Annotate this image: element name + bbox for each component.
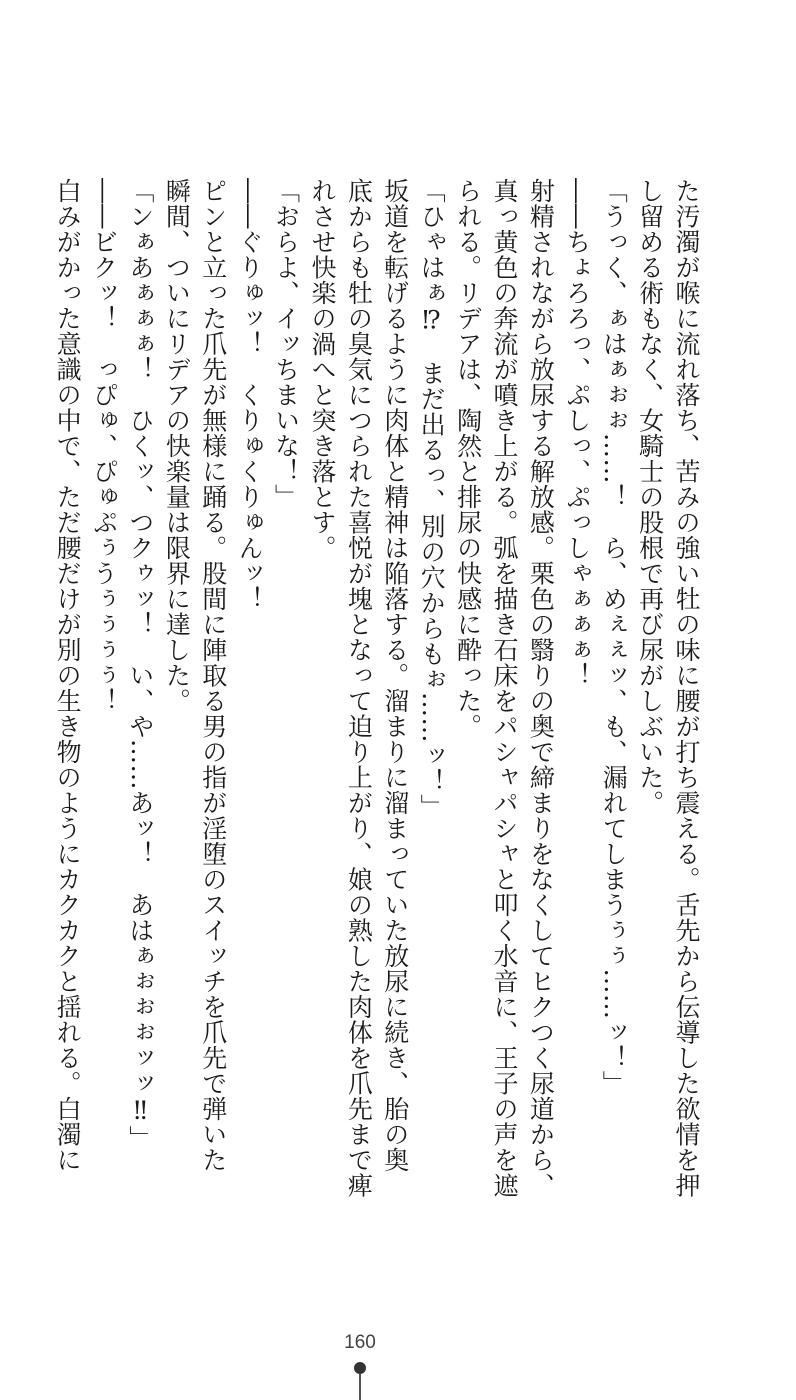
text-line: 白みがかった意識の中で、ただ腰だけが別の生き物のようにカクカクと揺れる。白濁に <box>53 178 83 1173</box>
text-line: 「うっく、ぁはぁぉぉ……！ ら、めぇぇッ、も、漏れてしまうぅぅ……ッ！」 <box>599 178 629 1096</box>
text-line: 「おらよ、イッちまいな！」 <box>271 178 301 510</box>
text-line: 坂道を転げるように肉体と精神は陥落する。溜まりに溜まっていた放尿に続き、胎の奥 <box>380 178 410 1173</box>
text-line: 底からも牡の臭気につられた喜悦が塊となって迫り上がり、娘の熟した肉体を爪先まで痺 <box>344 178 374 1198</box>
page-marker-dot-icon <box>354 1362 366 1374</box>
text-line: し留める術もなく、女騎士の股根で再び尿がしぶいた。 <box>635 178 665 816</box>
text-line: ――ぐりゅッ！ くりゅくりゅんッ！ <box>235 178 265 612</box>
text-line: 「ひゃはぁ⁉ まだ出るっ、別の穴からもぉ……ッ！」 <box>417 178 447 820</box>
text-line: ピンと立った爪先が無様に踊る。股間に陣取る男の指が淫堕のスイッチを爪先で弾いた <box>198 178 228 1173</box>
page-footer <box>0 1320 796 1400</box>
page-marker-stem <box>359 1374 361 1400</box>
text-line: 瞬間、ついにリデアの快楽量は限界に達した。 <box>162 178 192 714</box>
text-line: た汚濁が喉に流れ落ち、苦みの強い牡の味に腰が打ち震える。舌先から伝導した欲情を押 <box>672 178 701 1198</box>
vertical-text-body <box>53 178 704 1198</box>
text-line: ――ちょろろっ、ぷしっ、ぷっしゃぁぁぁ！ <box>562 178 592 688</box>
text-line: れさせ快楽の渦へと突き落とす。 <box>307 178 337 561</box>
page-number: 160 <box>344 1332 376 1353</box>
text-line: ――ビクッ！ っぴゅ、ぴゅぷぅうぅぅぅぅ！ <box>89 178 119 714</box>
text-line: 「ンぁあぁぁぁ！ ひくッ、つクゥッ！ い、や……あッ！ あはぁぉぉぉッッ‼」 <box>125 178 155 1151</box>
text-line: られる。リデアは、陶然と排尿の快感に酔った。 <box>453 178 483 739</box>
text-line: 真っ黄色の奔流が噴き上がる。弧を描き石床をパシャパシャと叩く水音に、王子の声を遮 <box>489 178 519 1198</box>
text-line: 射精されながら放尿する解放感。栗色の翳りの奥で締まりをなくしてヒクつく尿道から、 <box>526 178 556 1198</box>
